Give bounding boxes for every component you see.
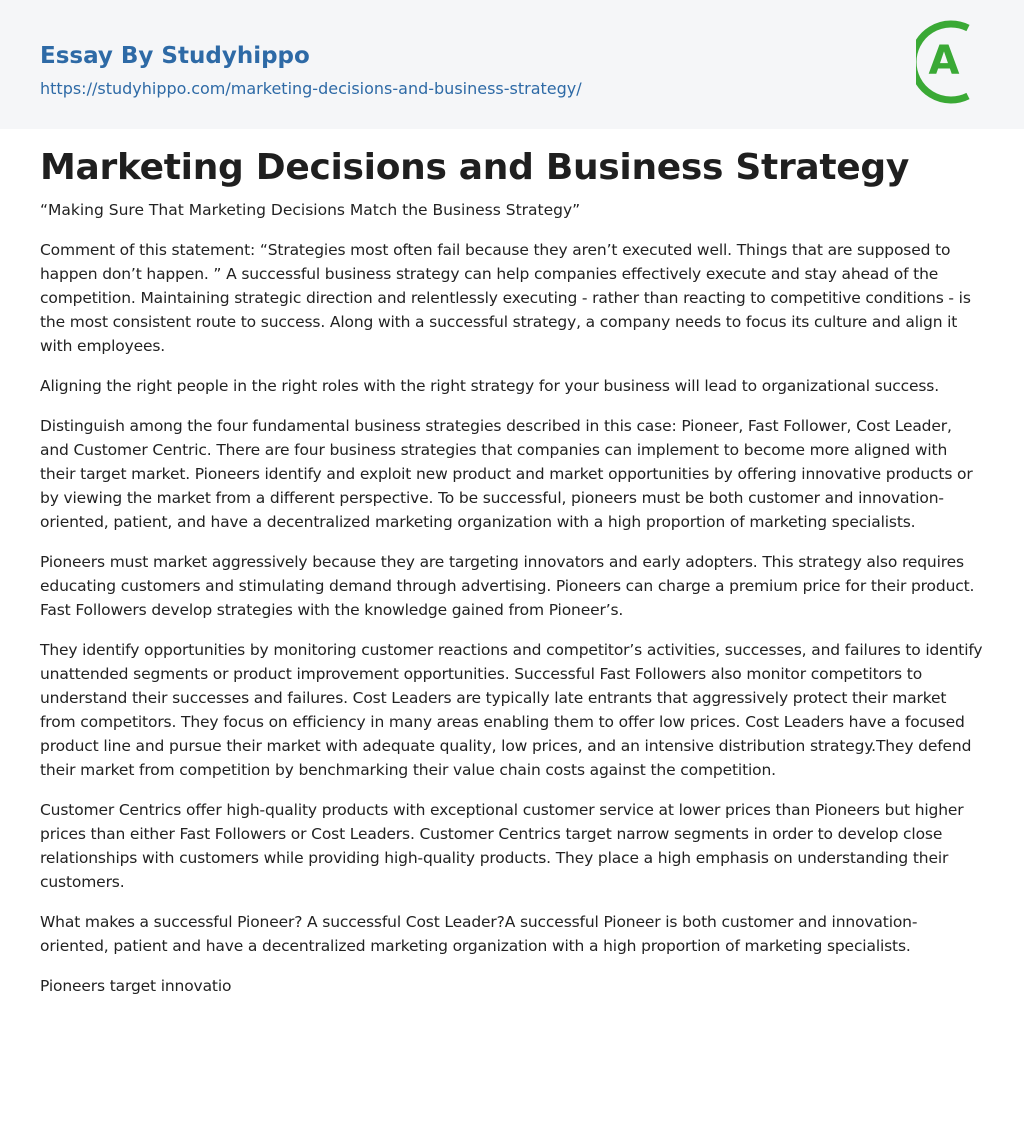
paragraph-truncated: Pioneers target innovatio [40, 977, 232, 995]
article-content [0, 146, 1024, 998]
paragraph: Pioneers must market aggressively because they are targeting innovators and early adopters. This strategy also requires educating customers and stimulating demand through advertising. Pioneers can charge a premium price for their product. Fast Followers develop strategies with the knowledge gained from Pioneer’s. [40, 553, 975, 619]
paragraph: They identify opportunities by monitoring customer reactions and competitor’s activities, successes, and failures to identify unattended segments or product improvement opportunities. Successful Fast Followers also monitor competitors to understand their successes and failures. Cost Leaders are typically late entrants that aggressively protect their market from competitors. They focus on efficiency in many areas enabling them to offer low prices. Cost Leaders have a focused product line and pursue their market with adequate quality, low prices, and an intensive distribution strategy.They defend their market from competition by benchmarking their value chain costs against the competition. [40, 641, 983, 779]
paragraph: Customer Centrics offer high-quality products with exceptional customer service at lower prices than Pioneers but higher prices than either Fast Followers or Cost Leaders. Customer Centrics target narrow segments in order to develop close relationships with customers while providing high-quality products. They place a high emphasis on understanding their customers. [40, 801, 964, 891]
studyhippo-logo-icon[interactable] [916, 18, 986, 106]
site-header [0, 0, 1024, 129]
article-subtitle: “Making Sure That Marketing Decisions Match the Business Strategy” [40, 201, 581, 219]
logo-letter: A [928, 38, 960, 84]
paragraph: Distinguish among the four fundamental business strategies described in this case: Pioneer, Fast Follower, Cost Leader, and Customer Centric. There are four business strategies that companies can implement to become more aligned with their target market. Pioneers identify and exploit new product and market opportunities by offering innovative products or by viewing the market from a different perspective. To be successful, pioneers must be both customer and innovation-oriented, patient, and have a decentralized marketing organization with a high proportion of marketing specialists. [40, 417, 973, 531]
site-brand[interactable]: Essay By Studyhippo [40, 43, 310, 69]
page-title: Marketing Decisions and Business Strategy [40, 147, 910, 188]
paragraph: What makes a successful Pioneer? A successful Cost Leader?A successful Pioneer is both customer and innovation-oriented, patient and have a decentralized marketing organization with a high proportion of marketing specialists. [40, 913, 918, 955]
paragraph: Aligning the right people in the right roles with the right strategy for your business will lead to organizational success. [40, 377, 940, 395]
paragraph: Comment of this statement: “Strategies most often fail because they aren’t executed well. Things that are supposed to happen don’t happen. ” A successful business strategy can help companies effectively execute and stay ahead of the competition. Maintaining strategic direction and relentlessly executing - rather than reacting to competitive conditions - is the most consistent route to success. Along with a successful strategy, a company needs to focus its culture and align it with employees. [40, 241, 971, 355]
essay-url-link[interactable]: https://studyhippo.com/marketing-decisions-and-business-strategy/ [40, 79, 582, 98]
